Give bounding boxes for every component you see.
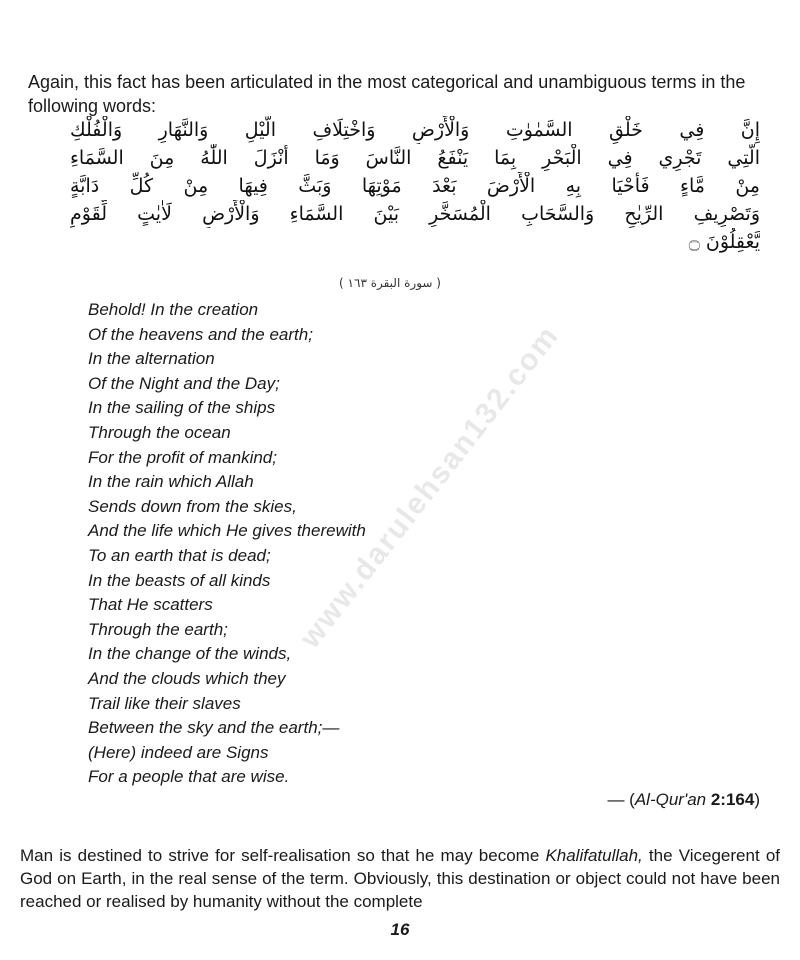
verse-line: Through the ocean	[88, 422, 231, 442]
verse-line: In the change of the winds,	[88, 644, 292, 664]
verse-line: For the profit of mankind;	[88, 447, 277, 467]
intro-paragraph: Again, this fact has been articulated in the most categorical and unambiguous terms in the following words:	[28, 72, 746, 116]
citation-close: )	[754, 790, 760, 809]
verse-line: And the clouds which they	[88, 668, 286, 688]
page-number: 16	[390, 920, 410, 939]
arabic-verse-block	[70, 116, 760, 256]
verse-line: Of the Night and the Day;	[88, 373, 280, 393]
citation-number: 2:164	[710, 790, 755, 809]
arabic-line: مِنْ مَّاءٍ فَأَحْيَا بِهِ الْأَرْضَ بَعْدَ مَوْتِهَا وَبَثَّ فِيهَا مِنْ كُلِّ دَابَّةٍ	[70, 175, 760, 197]
arabic-line: يَّعْقِلُوْنَ ۝	[688, 231, 760, 253]
watermark-text: www.darulehsan132.com	[293, 319, 566, 655]
verse-line: Trail like their slaves	[88, 693, 241, 713]
verse-line: Through the earth;	[88, 619, 228, 639]
verse-line: In the alternation	[88, 349, 215, 369]
verse-line: And the life which He gives therewith	[88, 521, 366, 541]
body-paragraph	[20, 844, 780, 913]
citation-source: Al-Qur'an	[634, 790, 707, 809]
verse-line: (Here) indeed are Signs	[88, 742, 269, 762]
arabic-line: الَّتِي تَجْرِي فِي الْبَحْرِ بِمَا يَنْفَعُ النَّاسَ وَمَا أَنْزَلَ اللّٰهُ مِنَ السَّمَاءِ	[70, 147, 760, 169]
verse-line: That He scatters	[88, 595, 213, 615]
verse-line: In the beasts of all kinds	[88, 570, 271, 590]
translation-verse-block	[88, 298, 608, 790]
verse-line: In the rain which Allah	[88, 472, 254, 492]
verse-line: In the sailing of the ships	[88, 398, 276, 418]
verse-line: Between the sky and the earth;—	[88, 718, 340, 738]
verse-line: Sends down from the skies,	[88, 496, 297, 516]
verse-line: Of the heavens and the earth;	[88, 324, 313, 344]
body-text-after: the Vicegerent of God on Earth, in the real sense of the term. Obviously, this destination or object could not have been reached or realised by humanity without the complete	[20, 846, 780, 911]
citation-dash: — (	[607, 790, 635, 809]
verse-line: For a people that are wise.	[88, 767, 290, 787]
arabic-surah-reference: ( سورة البقرة ١٦٣ )	[339, 276, 441, 290]
arabic-line: وَتَصْرِيفِ الرِّيٰحِ وَالسَّحَابِ الْمُسَخَّرِ بَيْنَ السَّمَاءِ وَالْأَرْضِ لَاٰيٰتٍ لِّقَوْمٍ	[70, 203, 760, 225]
body-text-before: Man is destined to strive for self-realisation so that he may become	[20, 846, 546, 865]
body-emphasis-term: Khalifatullah,	[545, 846, 643, 865]
arabic-line: إِنَّ فِي خَلْقِ السَّمٰوٰتِ وَالْأَرْضِ وَاخْتِلَافِ الَّيْلِ وَالنَّهَارِ وَالْفُلْكِ	[70, 119, 760, 141]
quran-citation	[540, 790, 760, 810]
verse-line: To an earth that is dead;	[88, 545, 271, 565]
verse-line: Behold! In the creation	[88, 300, 259, 319]
